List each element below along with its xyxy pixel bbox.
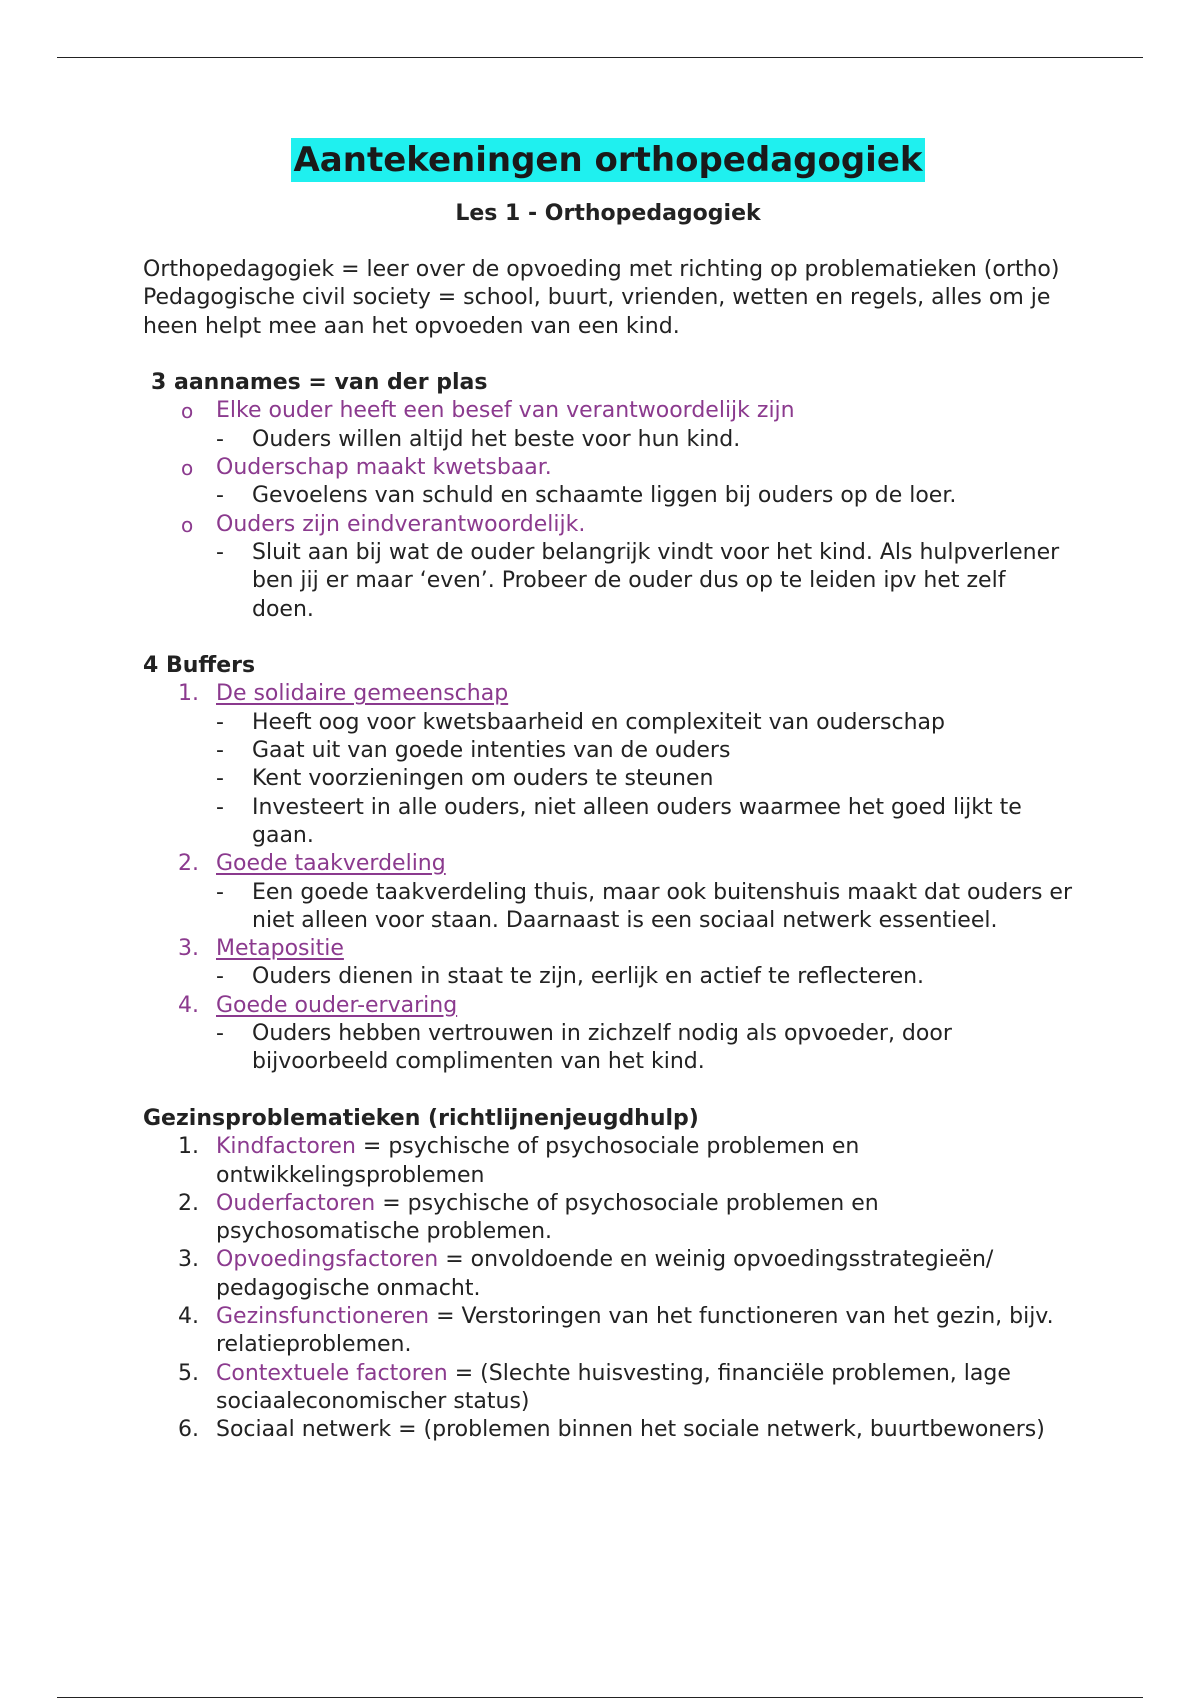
dash-marker: -: [216, 539, 224, 565]
list-item: [143, 1133, 1073, 1190]
section-heading-aannames: 3 aannames = van der plas: [151, 370, 488, 396]
sub-item: [143, 426, 1073, 454]
sub-item: [143, 765, 1073, 793]
sub-item-text: Ouders hebben vertrouwen in zichzelf nodig als opvoeder, door bijvoorbeeld complimenten van het kind.: [252, 1021, 952, 1075]
factor-term: Contextuele factoren: [216, 1360, 448, 1386]
item-number: 1.: [178, 681, 199, 707]
buffer-link[interactable]: Metapositie: [216, 936, 344, 962]
sub-item: [143, 482, 1073, 510]
list-item: [143, 511, 1073, 539]
list-item: [143, 1303, 1073, 1360]
sub-item: [143, 539, 1073, 624]
sub-item-text: Ouders willen altijd het beste voor hun kind.: [252, 426, 741, 452]
factor-term: Gezinsfunctioneren: [216, 1303, 430, 1329]
factor-term: Ouderfactoren: [216, 1190, 376, 1216]
title-wrap: [143, 138, 1073, 182]
item-number: 3.: [178, 1247, 199, 1273]
aanname-text: Ouders zijn eindverantwoordelijk.: [216, 511, 586, 537]
sub-item: [143, 1020, 1073, 1077]
sub-item-text: Heeft oog voor kwetsbaarheid en complexiteit van ouderschap: [252, 709, 945, 735]
sub-item: [143, 963, 1073, 991]
factor-description: = (Slechte huisvesting, financiële problemen, lage sociaaleconomischer status): [216, 1360, 1011, 1414]
section-heading-buffers: 4 Buffers: [143, 653, 256, 679]
footer-rule: [57, 1697, 1143, 1698]
bullet-marker: o: [181, 399, 194, 424]
dash-marker: -: [216, 879, 224, 905]
dash-marker: -: [216, 964, 224, 990]
list-item: [143, 1190, 1073, 1247]
item-number: 1.: [178, 1134, 199, 1160]
dash-marker: -: [216, 738, 224, 764]
factor-description: = psychische of psychosociale problemen en psychosomatische problemen.: [216, 1190, 879, 1245]
factor-description: Sociaal netwerk = (problemen binnen het sociale netwerk, buurtbewoners): [216, 1417, 1045, 1443]
bullet-marker: o: [181, 512, 194, 537]
factor-term: Opvoedingsfactoren: [216, 1247, 439, 1273]
sub-item-text: Gaat uit van goede intenties van de ouders: [252, 738, 731, 764]
list-item: [143, 680, 1073, 708]
item-number: 4.: [178, 1303, 199, 1329]
bullet-marker: o: [181, 456, 194, 481]
dash-marker: -: [216, 426, 224, 452]
dash-marker: -: [216, 766, 224, 792]
item-number: 2.: [178, 1190, 199, 1216]
buffer-link[interactable]: De solidaire gemeenschap: [216, 681, 509, 707]
sub-item-text: Gevoelens van schuld en schaamte liggen bij ouders op de loer.: [252, 483, 957, 509]
list-item: [143, 1416, 1073, 1444]
dash-marker: -: [216, 794, 224, 820]
sub-item: [143, 794, 1073, 851]
section-heading-gezinsproblematieken: Gezinsproblematieken (richtlijnenjeugdhulp): [143, 1105, 699, 1131]
list-item: [143, 397, 1073, 425]
item-number: 3.: [178, 936, 199, 962]
factor-description: = Verstoringen van het functioneren van het gezin, bijv. relatieproblemen.: [216, 1303, 1054, 1358]
buffer-link[interactable]: Goede taakverdeling: [216, 851, 446, 877]
sub-item: [143, 879, 1073, 936]
header-rule: [57, 57, 1143, 58]
list-item: [143, 1360, 1073, 1417]
document-title: Aantekeningen orthopedagogiek: [293, 140, 923, 180]
dash-marker: -: [216, 483, 224, 509]
sub-item-text: Sluit aan bij wat de ouder belangrijk vindt voor het kind. Als hulpverlener ben jij er maar ‘even’. Probeer de ouder dus op te leiden ipv het zelf doen.: [252, 539, 1060, 622]
aanname-text: Ouderschap maakt kwetsbaar.: [216, 455, 552, 481]
sub-item-text: Investeert in alle ouders, niet alleen ouders waarmee het goed lijkt te gaan.: [252, 794, 1022, 848]
factor-description: = psychische of psychosociale problemen en ontwikkelingsproblemen: [216, 1134, 860, 1188]
intro-definition-civil-society: Pedagogische civil society = school, buurt, vrienden, wetten en regels, alles om je heen helpt mee aan het opvoeden van een kind.: [143, 285, 1051, 339]
dash-marker: -: [216, 709, 224, 735]
factor-term: Kindfactoren: [216, 1134, 356, 1160]
sub-item-text: Kent voorzieningen om ouders te steunen: [252, 766, 714, 792]
intro-definition-orthopedagogiek: Orthopedagogiek = leer over de opvoeding met richting op problematieken (ortho): [143, 257, 1060, 282]
sub-item: [143, 709, 1073, 737]
item-number: 4.: [178, 992, 199, 1018]
item-number: 5.: [178, 1360, 199, 1386]
list-item: [143, 992, 1073, 1020]
item-number: 6.: [178, 1417, 199, 1443]
sub-item-text: Een goede taakverdeling thuis, maar ook buitenshuis maakt dat ouders er niet alleen voor staan. Daarnaast is een sociaal netwerk essentieel.: [252, 879, 1072, 933]
factor-description: = onvoldoende en weinig opvoedingsstrategieën/ pedagogische onmacht.: [216, 1247, 994, 1301]
document-page: [143, 138, 1073, 1444]
list-item: [143, 454, 1073, 482]
sub-item: [143, 737, 1073, 765]
dash-marker: -: [216, 1021, 224, 1047]
list-item: [143, 935, 1073, 963]
buffer-link[interactable]: Goede ouder-ervaring: [216, 992, 458, 1018]
lesson-subtitle: Les 1 - Orthopedagogiek: [455, 201, 761, 226]
list-item: [143, 1246, 1073, 1303]
aanname-text: Elke ouder heeft een besef van verantwoordelijk zijn: [216, 398, 795, 424]
item-number: 2.: [178, 851, 199, 877]
sub-item-text: Ouders dienen in staat te zijn, eerlijk en actief te reflecteren.: [252, 964, 925, 990]
list-item: [143, 850, 1073, 878]
